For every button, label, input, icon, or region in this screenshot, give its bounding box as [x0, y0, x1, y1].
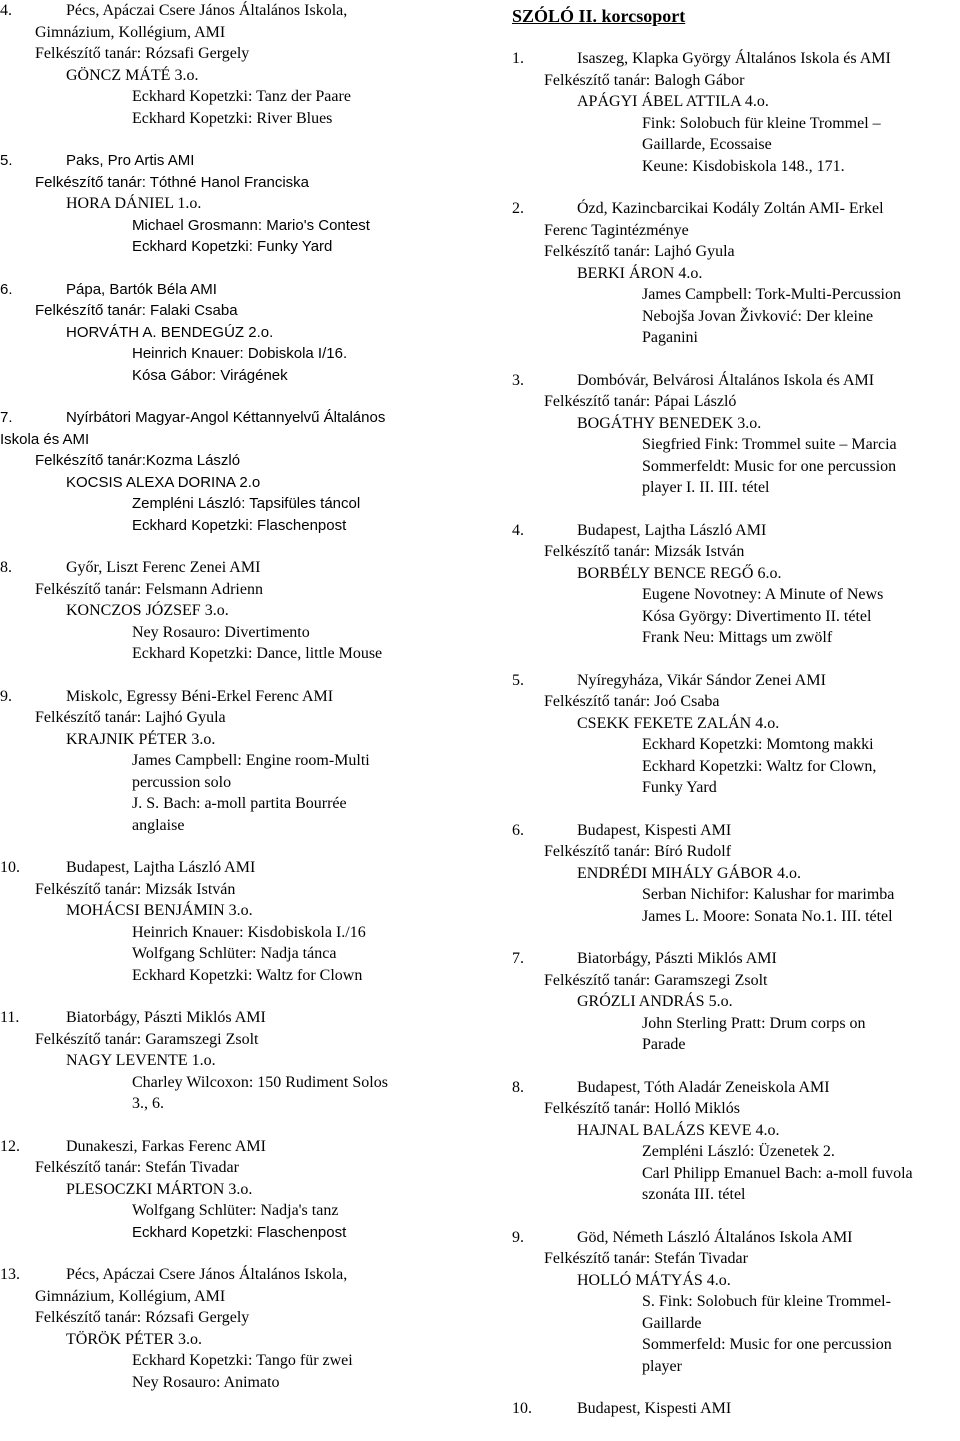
student-name: APÁGYI ÁBEL ATTILA 4.o.: [577, 93, 769, 110]
teacher-line-row: [0, 1029, 470, 1051]
school-name-continued: Gimnázium, Kollégium, AMI: [35, 23, 226, 41]
repertoire-piece-row: [0, 943, 470, 965]
repertoire-piece: Charley Wilcoxon: 150 Rudiment Solos: [132, 1073, 388, 1091]
entry: [512, 370, 960, 499]
student-name: GRÓZLI ANDRÁS 5.o.: [577, 993, 733, 1010]
student-name: GÖNCZ MÁTÉ 3.o.: [66, 66, 199, 84]
entry-heading: [0, 0, 470, 22]
repertoire-piece-row: [512, 777, 960, 799]
repertoire-piece-row: [0, 343, 470, 365]
school-name: Miskolc, Egressy Béni-Erkel Ferenc AMI: [66, 687, 334, 705]
student-name: HOLLÓ MÁTYÁS 4.o.: [577, 1271, 731, 1289]
entry-number: 3.: [512, 371, 524, 389]
school-name: Nyírbátori Magyar-Angol Kéttannyelvű Általános: [66, 409, 386, 426]
entry: [0, 686, 470, 837]
repertoire-piece: player I. II. III. tétel: [642, 479, 770, 496]
entry-number: 12.: [0, 1137, 20, 1155]
repertoire-piece: Gaillarde: [642, 1314, 702, 1332]
teacher-line: Felkészítő tanár: Pápai László: [544, 393, 737, 410]
entry-number: 5.: [512, 671, 524, 689]
teacher-line-row: [512, 1098, 960, 1120]
teacher-line: Felkészítő tanár: Garamszegi Zsolt: [544, 971, 768, 989]
student-name: KONCZOS JÓZSEF 3.o.: [66, 602, 229, 619]
teacher-line: Felkészítő tanár: Balogh Gábor: [544, 71, 745, 89]
school-name: Győr, Liszt Ferenc Zenei AMI: [66, 559, 261, 576]
student-name: HORA DÁNIEL 1.o.: [66, 195, 202, 212]
repertoire-piece: Eckhard Kopetzki: Waltz for Clown,: [642, 757, 877, 775]
repertoire-piece: Eckhard Kopetzki: Tanz der Paare: [132, 88, 351, 105]
repertoire-piece: Ney Rosauro: Divertimento: [132, 623, 310, 641]
teacher-line-row: [0, 300, 470, 322]
entry-number: 9.: [512, 1228, 524, 1246]
entry-number: 1.: [512, 50, 524, 67]
section-title: SZÓLÓ II. korcsoport: [512, 6, 686, 26]
repertoire-piece: James Campbell: Tork-Multi-Percussion: [642, 286, 901, 303]
repertoire-piece: Eckhard Kopetzki: Dance, little Mouse: [132, 645, 383, 662]
entry-heading: [512, 1398, 960, 1420]
repertoire-piece-row: [512, 1163, 960, 1185]
teacher-line: Felkészítő tanár:Kozma László: [35, 452, 241, 469]
school-name-continued-row: [512, 220, 960, 242]
repertoire-piece-row: [0, 643, 470, 665]
entry-number: 4.: [512, 521, 524, 539]
repertoire-piece-row: [0, 815, 470, 837]
repertoire-piece-row: [0, 215, 470, 237]
student-name: CSEKK FEKETE ZALÁN 4.o.: [577, 714, 780, 732]
repertoire-piece: J. S. Bach: a-moll partita Bourrée: [132, 795, 347, 812]
teacher-line-row: [0, 1307, 470, 1329]
entry-number: 13.: [0, 1266, 20, 1283]
entry: [0, 0, 470, 129]
repertoire-piece-row: [512, 606, 960, 628]
entry-number: 4.: [0, 2, 12, 19]
entry-heading: [0, 1007, 470, 1029]
repertoire-piece: James Campbell: Engine room-Multi: [132, 752, 370, 769]
entry-heading: [0, 686, 470, 708]
repertoire-piece: Sommerfeld: Music for one percussion: [642, 1336, 892, 1353]
repertoire-piece: Carl Philipp Emanuel Bach: a-moll fuvola: [642, 1164, 913, 1182]
entry: [0, 1007, 470, 1115]
entry-heading: [0, 857, 470, 879]
repertoire-piece-row: [0, 965, 470, 987]
student-name: ENDRÉDI MIHÁLY GÁBOR 4.o.: [577, 864, 802, 882]
student-name-row: [0, 600, 470, 622]
repertoire-piece: anglaise: [132, 816, 185, 834]
repertoire-piece: Funky Yard: [642, 779, 717, 796]
student-name: HAJNAL BALÁZS KEVE 4.o.: [577, 1121, 780, 1139]
entry: [0, 407, 470, 536]
repertoire-piece: Eckhard Kopetzki: Waltz for Clown: [132, 966, 363, 984]
school-name: Ózd, Kazincbarcikai Kodály Zoltán AMI- Erkel: [577, 200, 884, 217]
student-name: BOGÁTHY BENEDEK 3.o.: [577, 414, 762, 432]
teacher-line-row: [512, 541, 960, 563]
teacher-line-row: [512, 691, 960, 713]
entry-number: 6.: [512, 821, 524, 839]
repertoire-piece-row: [512, 327, 960, 349]
repertoire-piece-row: [0, 1372, 470, 1394]
school-name: Pécs, Apáczai Csere János Általános Iskola,: [66, 2, 348, 19]
entry-heading: [0, 557, 470, 579]
repertoire-piece: Parade: [642, 1036, 686, 1053]
repertoire-piece-row: [512, 1291, 960, 1313]
repertoire-piece-row: [512, 884, 960, 906]
repertoire-piece-row: [512, 627, 960, 649]
school-name-continued: Iskola és AMI: [0, 430, 90, 448]
repertoire-piece: Eckhard Kopetzki: Tango für zwei: [132, 1352, 353, 1369]
teacher-line-row: [512, 1248, 960, 1270]
repertoire-piece: Gaillarde, Ecossaise: [642, 136, 772, 153]
entry-heading: [512, 48, 960, 70]
entry-heading: [512, 670, 960, 692]
repertoire-piece-row: [0, 1200, 470, 1222]
repertoire-piece: Eckhard Kopetzki: Funky Yard: [132, 238, 333, 255]
entry: [512, 948, 960, 1056]
entry-heading: [512, 520, 960, 542]
teacher-line: Felkészítő tanár: Falaki Csaba: [35, 302, 238, 319]
repertoire-piece-row: [512, 1141, 960, 1163]
entry-number: 10.: [0, 859, 20, 876]
student-name-row: [512, 413, 960, 435]
student-name: KOCSIS ALEXA DORINA 2.o: [66, 473, 261, 491]
student-name-row: [0, 900, 470, 922]
school-name: Budapest, Kispesti AMI: [577, 1400, 732, 1417]
repertoire-piece-row: [0, 772, 470, 794]
school-name: Dombóvár, Belvárosi Általános Iskola és AMI: [577, 371, 875, 389]
repertoire-piece: Kósa Gábor: Virágének: [132, 366, 288, 384]
repertoire-piece-row: [0, 1072, 470, 1094]
entry-heading: [512, 198, 960, 220]
entry: [512, 670, 960, 799]
left-column: [0, 0, 470, 1414]
repertoire-piece-row: [0, 922, 470, 944]
repertoire-piece: Wolfgang Schlüter: Nadja's tanz: [132, 1202, 339, 1219]
entry: [512, 820, 960, 928]
repertoire-piece: Eckhard Kopetzki: Flaschenpost: [132, 1223, 347, 1241]
repertoire-piece-row: [512, 1184, 960, 1206]
entry: [512, 1227, 960, 1378]
right-column: [512, 0, 960, 1441]
repertoire-piece-row: [0, 515, 470, 537]
repertoire-piece-row: [512, 456, 960, 478]
repertoire-piece-row: [0, 622, 470, 644]
repertoire-piece: Eckhard Kopetzki: River Blues: [132, 109, 333, 127]
entry: [512, 48, 960, 177]
student-name-row: [0, 1050, 470, 1072]
teacher-line: Felkészítő tanár: Felsmann Adrienn: [35, 580, 263, 598]
teacher-line-row: [0, 879, 470, 901]
repertoire-piece-row: [512, 477, 960, 499]
student-name: BERKI ÁRON 4.o.: [577, 264, 703, 282]
entry: [0, 857, 470, 986]
student-name-row: [0, 65, 470, 87]
repertoire-piece: Michael Grosmann: Mario's Contest: [132, 216, 370, 234]
repertoire-piece-row: [0, 793, 470, 815]
entry-heading: [0, 150, 470, 172]
student-name: PLESOCZKI MÁRTON 3.o.: [66, 1180, 253, 1198]
repertoire-piece-row: [512, 906, 960, 928]
entry: [0, 1136, 470, 1244]
teacher-line-row: [0, 172, 470, 194]
entry: [0, 150, 470, 258]
repertoire-piece: Eckhard Kopetzki: Flaschenpost: [132, 516, 347, 534]
student-name-row: [512, 563, 960, 585]
school-name: Budapest, Lajtha László AMI: [577, 521, 767, 539]
repertoire-piece: Ney Rosauro: Animato: [132, 1373, 280, 1391]
repertoire-piece: percussion solo: [132, 773, 232, 791]
school-name-continued: Ferenc Tagintézménye: [544, 221, 689, 239]
student-name-row: [512, 91, 960, 113]
school-name: Pápa, Bartók Béla AMI: [66, 280, 217, 298]
repertoire-piece-row: [0, 750, 470, 772]
repertoire-piece-row: [512, 306, 960, 328]
teacher-line-row: [512, 841, 960, 863]
repertoire-piece: Eckhard Kopetzki: Momtong makki: [642, 736, 874, 753]
teacher-line: Felkészítő tanár: Lajhó Gyula: [544, 243, 735, 260]
student-name: NAGY LEVENTE 1.o.: [66, 1052, 216, 1069]
teacher-line-row: [0, 43, 470, 65]
repertoire-piece-row: [512, 434, 960, 456]
entry-number: 6.: [0, 280, 13, 298]
student-name-row: [512, 713, 960, 735]
entry-number: 10.: [512, 1400, 532, 1417]
repertoire-piece: Keune: Kisdobiskola 148., 171.: [642, 157, 845, 175]
entry: [0, 1264, 470, 1393]
student-name-row: [512, 991, 960, 1013]
student-name: MOHÁCSI BENJÁMIN 3.o.: [66, 902, 253, 919]
entry-number: 8.: [512, 1078, 524, 1096]
school-name: Pécs, Apáczai Csere János Általános Iskola,: [66, 1266, 348, 1283]
teacher-line: Felkészítő tanár: Joó Csaba: [544, 693, 720, 710]
repertoire-piece: Kósa György: Divertimento II. tétel: [642, 607, 872, 625]
school-name: Biatorbágy, Pászti Miklós AMI: [577, 950, 777, 967]
repertoire-piece-row: [512, 1034, 960, 1056]
student-name-row: [0, 193, 470, 215]
entry: [512, 1077, 960, 1206]
repertoire-piece-row: [512, 284, 960, 306]
teacher-line: Felkészítő tanár: Stefán Tivadar: [35, 1159, 239, 1176]
repertoire-piece: player: [642, 1357, 682, 1375]
teacher-line-row: [512, 241, 960, 263]
entry-heading: [512, 370, 960, 392]
repertoire-piece: Eugene Novotney: A Minute of News: [642, 586, 884, 603]
teacher-line: Felkészítő tanár: Rózsafi Gergely: [35, 1309, 250, 1326]
teacher-line-row: [512, 391, 960, 413]
repertoire-piece: Heinrich Knauer: Kisdobiskola I./16: [132, 923, 366, 941]
student-name-row: [512, 863, 960, 885]
school-name: Nyíregyháza, Vikár Sándor Zenei AMI: [577, 671, 826, 689]
repertoire-piece-row: [512, 584, 960, 606]
teacher-line: Felkészítő tanár: Mizsák István: [544, 543, 745, 560]
entry-number: 5.: [0, 152, 13, 169]
school-name: Göd, Németh László Általános Iskola AMI: [577, 1228, 853, 1246]
student-name: HORVÁTH A. BENDEGÚZ 2.o.: [66, 323, 274, 341]
school-name: Biatorbágy, Pászti Miklós AMI: [66, 1009, 266, 1026]
student-name: TÖRÖK PÉTER 3.o.: [66, 1330, 202, 1348]
entry-heading: [0, 1264, 470, 1286]
repertoire-piece: Siegfried Fink: Trommel suite – Marcia: [642, 436, 897, 453]
school-name: Budapest, Kispesti AMI: [577, 821, 732, 839]
student-name-row: [512, 1120, 960, 1142]
entry: [0, 279, 470, 387]
entry-number: 7.: [512, 950, 524, 967]
repertoire-piece-row: [512, 134, 960, 156]
teacher-line: Felkészítő tanár: Lajhó Gyula: [35, 709, 226, 726]
repertoire-piece: Nebojša Jovan Živković: Der kleine: [642, 307, 874, 325]
teacher-line-row: [512, 970, 960, 992]
repertoire-piece-row: [0, 1222, 470, 1244]
repertoire-piece: Frank Neu: Mittags um zwölf: [642, 629, 833, 646]
repertoire-piece: Zempléni László: Tapsifüles táncol: [132, 495, 361, 512]
entry: [0, 557, 470, 665]
student-name-row: [512, 1270, 960, 1292]
right-entries: [512, 48, 960, 1420]
school-name-continued-row: [0, 429, 470, 451]
repertoire-piece-row: [512, 1013, 960, 1035]
school-name-continued-row: [0, 22, 470, 44]
student-name-row: [0, 322, 470, 344]
school-name-continued: Gimnázium, Kollégium, AMI: [35, 1287, 226, 1305]
school-name: Budapest, Tóth Aladár Zeneiskola AMI: [577, 1078, 830, 1096]
repertoire-piece: Wolfgang Schlüter: Nadja tánca: [132, 945, 337, 962]
student-name-row: [0, 472, 470, 494]
repertoire-piece: szonáta III. tétel: [642, 1186, 746, 1203]
teacher-line: Felkészítő tanár: Holló Miklós: [544, 1100, 740, 1117]
repertoire-piece-row: [0, 236, 470, 258]
school-name: Budapest, Lajtha László AMI: [66, 859, 256, 876]
repertoire-piece-row: [0, 1350, 470, 1372]
repertoire-piece-row: [512, 113, 960, 135]
student-name-row: [512, 263, 960, 285]
entry-number: 2.: [512, 200, 524, 217]
repertoire-piece: 3., 6.: [132, 1095, 164, 1112]
entry-number: 7.: [0, 409, 13, 426]
entry-number: 8.: [0, 559, 12, 576]
entry-heading: [512, 948, 960, 970]
teacher-line-row: [512, 70, 960, 92]
teacher-line-row: [0, 707, 470, 729]
student-name-row: [0, 729, 470, 751]
repertoire-piece: Heinrich Knauer: Dobiskola I/16.: [132, 345, 348, 362]
entry-heading: [0, 279, 470, 301]
repertoire-piece: James L. Moore: Sonata No.1. III. tétel: [642, 907, 893, 925]
repertoire-piece: Zempléni László: Üzenetek 2.: [642, 1143, 835, 1160]
repertoire-piece: Fink: Solobuch für kleine Trommel –: [642, 114, 881, 132]
repertoire-piece-row: [512, 1356, 960, 1378]
repertoire-piece: John Sterling Pratt: Drum corps on: [642, 1014, 866, 1032]
entry-heading: [0, 407, 470, 429]
school-name-continued-row: [0, 1286, 470, 1308]
teacher-line-row: [0, 450, 470, 472]
repertoire-piece: S. Fink: Solobuch für kleine Trommel-: [642, 1293, 891, 1310]
entry-heading: [512, 820, 960, 842]
entry: [512, 1398, 960, 1420]
school-name: Dunakeszi, Farkas Ferenc AMI: [66, 1137, 266, 1155]
repertoire-piece-row: [512, 1334, 960, 1356]
student-name-row: [0, 1179, 470, 1201]
teacher-line: Felkészítő tanár: Garamszegi Zsolt: [35, 1030, 259, 1048]
repertoire-piece-row: [512, 1313, 960, 1335]
repertoire-piece: Sommerfeldt: Music for one percussion: [642, 457, 897, 475]
student-name-row: [0, 1329, 470, 1351]
entry-heading: [0, 1136, 470, 1158]
entry-heading: [512, 1227, 960, 1249]
repertoire-piece-row: [512, 756, 960, 778]
entry-heading: [512, 1077, 960, 1099]
teacher-line-row: [0, 1157, 470, 1179]
repertoire-piece-row: [0, 86, 470, 108]
repertoire-piece-row: [0, 1093, 470, 1115]
repertoire-piece-row: [0, 108, 470, 130]
repertoire-piece-row: [512, 734, 960, 756]
teacher-line: Felkészítő tanár: Mizsák István: [35, 880, 236, 898]
teacher-line: Felkészítő tanár: Tóthné Hanol Franciska: [35, 173, 310, 191]
repertoire-piece-row: [0, 365, 470, 387]
teacher-line: Felkészítő tanár: Rózsafi Gergely: [35, 45, 250, 62]
teacher-line-row: [0, 579, 470, 601]
entry: [512, 520, 960, 649]
entry-number: 9.: [0, 687, 12, 705]
repertoire-piece-row: [512, 156, 960, 178]
student-name: BORBÉLY BENCE REGŐ 6.o.: [577, 564, 782, 582]
repertoire-piece: Paganini: [642, 329, 698, 346]
school-name: Isaszeg, Klapka György Általános Iskola és AMI: [577, 50, 891, 67]
repertoire-piece-row: [0, 493, 470, 515]
teacher-line: Felkészítő tanár: Stefán Tivadar: [544, 1250, 748, 1267]
teacher-line: Felkészítő tanár: Bíró Rudolf: [544, 843, 732, 860]
school-name: Paks, Pro Artis AMI: [66, 152, 195, 169]
entry: [512, 198, 960, 349]
entry-number: 11.: [0, 1009, 20, 1026]
student-name: KRAJNIK PÉTER 3.o.: [66, 730, 216, 748]
repertoire-piece: Serban Nichifor: Kalushar for marimba: [642, 886, 895, 903]
